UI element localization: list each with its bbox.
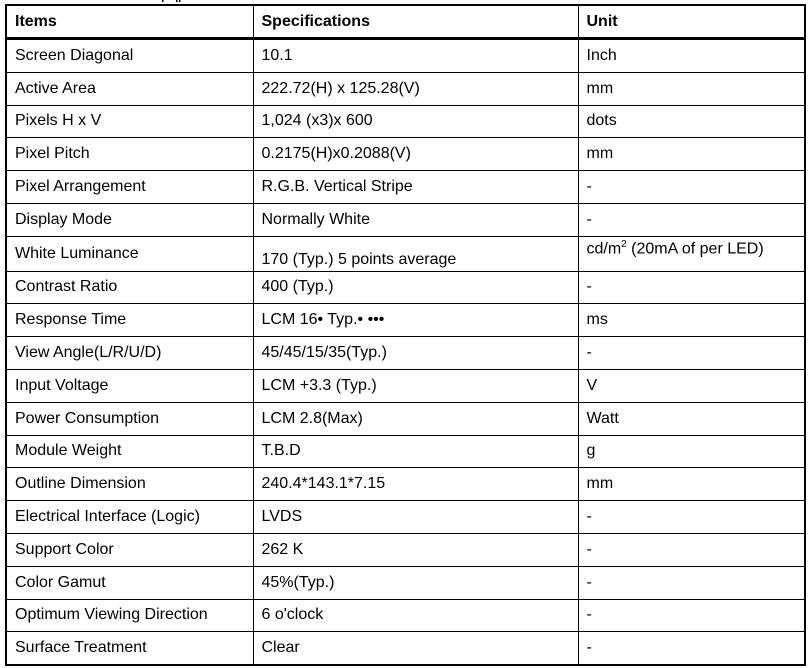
table-row [6, 369, 805, 402]
item-cell: Color Gamut [6, 566, 253, 599]
unit-cell: V [578, 369, 805, 402]
unit-cell: - [578, 533, 805, 566]
table-row [6, 435, 805, 468]
spec-cell: 0.2175(H)x0.2088(V) [253, 138, 578, 171]
item-cell: Power Consumption [6, 402, 253, 435]
item-cell: Response Time [6, 304, 253, 337]
header-unit: Unit [578, 5, 805, 39]
spec-cell: 1,024 (x3)x 600 [253, 105, 578, 138]
spec-cell: 170 (Typ.) 5 points average [253, 236, 578, 271]
unit-cell: g [578, 435, 805, 468]
unit-cell: - [578, 271, 805, 304]
table-row [6, 39, 805, 73]
table-row [6, 236, 805, 271]
item-cell: Pixel Arrangement [6, 171, 253, 204]
unit-cell: mm [578, 72, 805, 105]
table-row [6, 599, 805, 632]
cropped-glyph-marks [160, 0, 184, 2]
item-cell: Support Color [6, 533, 253, 566]
unit-cell: Watt [578, 402, 805, 435]
item-cell: Active Area [6, 72, 253, 105]
table-row [6, 566, 805, 599]
item-cell: Contrast Ratio [6, 271, 253, 304]
item-cell: Pixel Pitch [6, 138, 253, 171]
item-cell: White Luminance [6, 236, 253, 271]
item-cell: Surface Treatment [6, 632, 253, 665]
table-row [6, 468, 805, 501]
spec-cell: 10.1 [253, 39, 578, 73]
spec-cell: 222.72(H) x 125.28(V) [253, 72, 578, 105]
table-row [6, 533, 805, 566]
table-row [6, 402, 805, 435]
table-header-row [6, 5, 805, 39]
table-row [6, 271, 805, 304]
header-items: Items [6, 5, 253, 39]
table-row [6, 304, 805, 337]
spec-cell: R.G.B. Vertical Stripe [253, 171, 578, 204]
item-cell: Electrical Interface (Logic) [6, 501, 253, 534]
spec-cell: LCM 16• Typ.• ••• [253, 304, 578, 337]
item-cell: Input Voltage [6, 369, 253, 402]
unit-cell: ms [578, 304, 805, 337]
unit-cell: - [578, 203, 805, 236]
spec-cell: T.B.D [253, 435, 578, 468]
spec-cell: 262 K [253, 533, 578, 566]
item-cell: Outline Dimension [6, 468, 253, 501]
item-cell: Screen Diagonal [6, 39, 253, 73]
unit-cell: - [578, 632, 805, 665]
unit-cell [578, 236, 805, 271]
unit-cell: - [578, 171, 805, 204]
table-row [6, 632, 805, 665]
spec-cell: 240.4*143.1*7.15 [253, 468, 578, 501]
unit-cell: mm [578, 138, 805, 171]
item-cell: View Angle(L/R/U/D) [6, 337, 253, 370]
unit-cell: dots [578, 105, 805, 138]
unit-cell: - [578, 337, 805, 370]
unit-prefix: cd/m [586, 240, 622, 258]
unit-cell: - [578, 501, 805, 534]
spec-cell: Normally White [253, 203, 578, 236]
spec-cell: LCM +3.3 (Typ.) [253, 369, 578, 402]
unit-suffix: (20mA of per LED) [626, 240, 764, 258]
unit-cell: - [578, 599, 805, 632]
table-row [6, 337, 805, 370]
spec-cell: 400 (Typ.) [253, 271, 578, 304]
table-row [6, 171, 805, 204]
spec-cell: Clear [253, 632, 578, 665]
unit-cell: Inch [578, 39, 805, 73]
unit-cell: mm [578, 468, 805, 501]
spec-cell: LCM 2.8(Max) [253, 402, 578, 435]
table-row [6, 203, 805, 236]
spec-cell: 45%(Typ.) [253, 566, 578, 599]
table-row [6, 501, 805, 534]
spec-cell: LVDS [253, 501, 578, 534]
spec-cell: 45/45/15/35(Typ.) [253, 337, 578, 370]
table-row [6, 72, 805, 105]
item-cell: Optimum Viewing Direction [6, 599, 253, 632]
table-row [6, 105, 805, 138]
unit-cell: - [578, 566, 805, 599]
unit-superscript: 2 [621, 238, 627, 250]
specifications-table [5, 4, 806, 666]
table-row [6, 138, 805, 171]
cropped-text-fragment [160, 0, 184, 2]
item-cell: Module Weight [6, 435, 253, 468]
spec-cell: 6 o'clock [253, 599, 578, 632]
item-cell: Display Mode [6, 203, 253, 236]
item-cell: Pixels H x V [6, 105, 253, 138]
header-specifications: Specifications [253, 5, 578, 39]
